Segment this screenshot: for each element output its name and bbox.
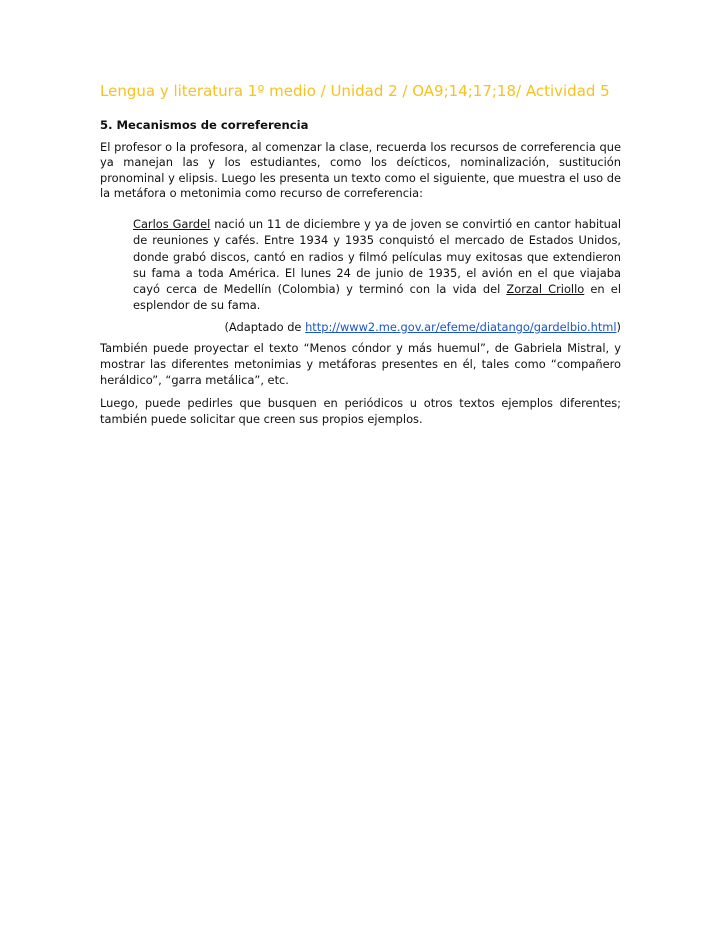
paragraph-mistral: También puede proyectar el texto “Menos cóndor y más huemul”, de Gabriela Mistral, y mostrar las diferentes metonimias y metáforas presentes en él, tales como “compañero heráldico”, “garra metálica”, etc. bbox=[100, 341, 621, 387]
source-suffix: ) bbox=[616, 319, 621, 334]
carlos-gardel-underlined: Carlos Gardel bbox=[133, 216, 211, 231]
paragraph-examples: Luego, puede pedirles que busquen en periódicos u otros textos ejemplos diferentes; también puede solicitar que creen sus propios ejemplos. bbox=[100, 396, 621, 426]
zorzal-criollo-underlined: Zorzal Criollo bbox=[506, 282, 585, 297]
source-prefix: (Adaptado de bbox=[224, 319, 306, 334]
source-link[interactable]: http://www2.me.gov.ar/efeme/diatango/gardelbio.html bbox=[305, 319, 617, 334]
quote-part-1: nació un 11 de diciembre y ya de joven se convirtió en cantor habitual de reuniones y cafés. Entre 1934 y 1935 conquistó el mercado de Estados Unidos, donde grabó discos, cantó en radios y filmó películas muy exitosas que extendieron su fama a toda América. El lunes 24 de junio de 1935, el avión en el que viajaba cayó cerca de Medellín (Colombia) y terminó con la vida del bbox=[133, 216, 622, 297]
activity-section bbox=[100, 118, 621, 435]
section-heading: 5. Mecanismos de correferencia bbox=[100, 118, 309, 132]
intro-paragraph: El profesor o la profesora, al comenzar la clase, recuerda los recursos de correferencia que ya manejan las y los estudiantes, como los deícticos, nominalización, sustitución pronominal y elipsis. Luego les presenta un texto como el siguiente, que muestra el uso de la metáfora o metonimia como recurso de correferencia: bbox=[100, 139, 621, 201]
quote-part-2: en el esplendor de su fama. bbox=[133, 282, 621, 313]
quoted-text bbox=[133, 216, 621, 314]
page-title: Lengua y literatura 1º medio / Unidad 2 / OA9;14;17;18/ Actividad 5 bbox=[100, 82, 610, 100]
source-citation bbox=[100, 320, 621, 336]
